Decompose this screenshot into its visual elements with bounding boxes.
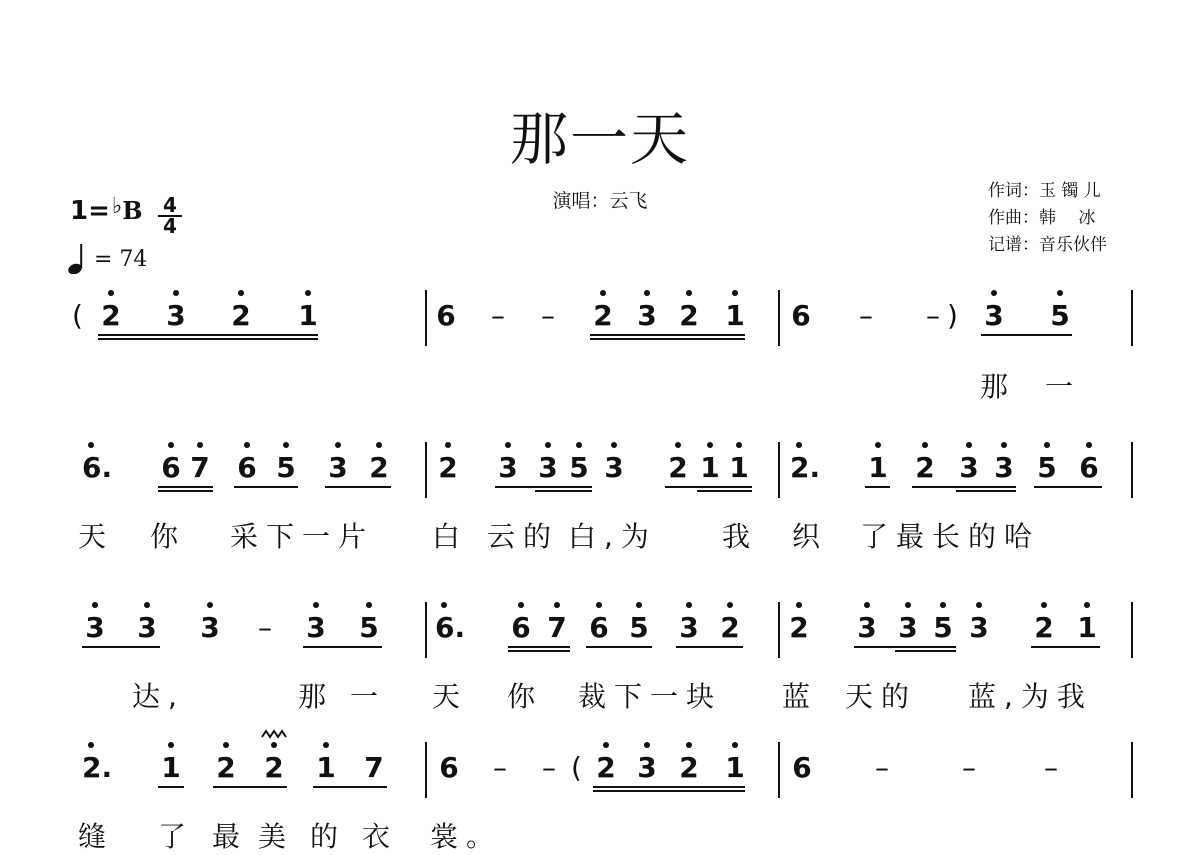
lyric-text: 裁下一块 — [578, 680, 723, 713]
octave-dot — [796, 442, 802, 448]
note: 2 — [1031, 608, 1057, 648]
note: 6 — [1076, 448, 1102, 488]
octave-dot — [244, 442, 250, 448]
barline — [778, 442, 780, 498]
lyric-text: 天 — [432, 680, 469, 713]
composer-credit: 作曲：韩 冰 — [988, 208, 1096, 228]
note: 2 — [786, 608, 812, 648]
note: 6. — [435, 608, 461, 648]
octave-dot — [545, 442, 551, 448]
octave-dot — [197, 442, 203, 448]
octave-dot — [88, 742, 94, 748]
note: 3 — [634, 748, 660, 788]
barline — [778, 742, 780, 798]
lyric-text: 云的 — [487, 520, 560, 553]
barline — [425, 290, 427, 346]
octave-dot — [922, 442, 928, 448]
lyric-text: 天的 — [845, 680, 918, 713]
note: 3 — [895, 608, 921, 648]
note: 1 — [295, 296, 321, 336]
octave-dot — [603, 742, 609, 748]
note: 3 — [676, 608, 702, 648]
underline-beam — [1031, 646, 1100, 648]
lyric-text: 缝 — [78, 820, 115, 853]
key-signature — [70, 196, 143, 226]
note: 5 — [356, 608, 382, 648]
underline-beam — [82, 646, 160, 648]
note: 3 — [966, 608, 992, 648]
note: 2 — [676, 296, 702, 336]
note: 2 — [717, 608, 743, 648]
octave-dot — [271, 742, 277, 748]
underline-beam — [697, 490, 752, 492]
octave-dot — [223, 742, 229, 748]
underline-beam — [313, 786, 387, 788]
credits-block — [988, 178, 1107, 259]
lyric-text: 那 — [298, 680, 335, 713]
underline-beam — [508, 646, 570, 648]
key-tonic: 1= — [70, 196, 110, 226]
note: 6 — [792, 751, 812, 784]
underline-beam — [495, 486, 592, 488]
octave-dot — [323, 742, 329, 748]
octave-dot — [441, 602, 447, 608]
underline-beam — [665, 486, 752, 488]
sustain-dash: – — [491, 299, 505, 332]
time-denominator: 4 — [163, 214, 177, 238]
note: 6. — [82, 448, 108, 488]
octave-dot — [644, 290, 650, 296]
octave-dot — [238, 290, 244, 296]
barline — [425, 442, 427, 498]
octave-dot — [686, 602, 692, 608]
note: 6 — [234, 448, 260, 488]
underline-beam — [593, 786, 745, 788]
underline-beam — [158, 490, 213, 492]
parenthesis: ( — [571, 751, 582, 784]
underline-beam — [98, 334, 318, 336]
lyric-text: 蓝 — [782, 680, 819, 713]
underline-beam — [1034, 486, 1102, 488]
note: 3 — [303, 608, 329, 648]
note: 3 — [634, 296, 660, 336]
octave-dot — [864, 602, 870, 608]
octave-dot — [736, 442, 742, 448]
lyric-text: 白 — [432, 520, 469, 553]
lyric-text: 美 — [258, 820, 295, 853]
underline-beam — [865, 486, 890, 488]
octave-dot — [1044, 442, 1050, 448]
underline-beam — [586, 646, 652, 648]
octave-dot — [966, 442, 972, 448]
barline — [1131, 742, 1133, 798]
note: 2 — [665, 448, 691, 488]
time-signature — [158, 193, 182, 238]
octave-dot — [518, 602, 524, 608]
note: 3 — [956, 448, 982, 488]
underline-beam — [590, 338, 745, 340]
note: 6 — [436, 299, 456, 332]
lyric-text: 裳。 — [430, 820, 503, 853]
note: 6 — [508, 608, 534, 648]
note: 5 — [1034, 448, 1060, 488]
note: 2 — [435, 448, 461, 488]
singer-credit: 演唱：云飞 — [552, 190, 648, 212]
note: 3 — [134, 608, 160, 648]
note: 7 — [364, 751, 384, 784]
lyric-text: 白,为 — [568, 520, 657, 553]
note: 7 — [187, 448, 213, 488]
barline — [1131, 442, 1133, 498]
octave-dot — [335, 442, 341, 448]
octave-dot — [505, 442, 511, 448]
note: 3 — [163, 296, 189, 336]
note: 2 — [261, 748, 287, 788]
note: 6 — [586, 608, 612, 648]
sustain-dash: – — [859, 299, 873, 332]
underline-beam — [593, 790, 745, 792]
note: 5 — [1047, 296, 1073, 336]
octave-dot — [686, 290, 692, 296]
lyricist-credit: 作词：玉 镯 儿 — [988, 181, 1101, 201]
flat-sign: ♭ — [111, 194, 123, 219]
note: 2. — [82, 748, 108, 788]
note: 2 — [676, 748, 702, 788]
octave-dot — [445, 442, 451, 448]
octave-dot — [576, 442, 582, 448]
lyric-text: 我 — [722, 520, 759, 553]
note: 1 — [865, 448, 891, 488]
note: 1 — [313, 748, 339, 788]
sustain-dash: – — [541, 299, 555, 332]
octave-dot — [88, 442, 94, 448]
octave-dot — [600, 290, 606, 296]
transcriber-credit: 记谱：音乐伙伴 — [988, 235, 1107, 255]
note: 1 — [697, 448, 723, 488]
octave-dot — [675, 442, 681, 448]
octave-dot — [1041, 602, 1047, 608]
underline-beam — [854, 646, 956, 648]
note: 2 — [912, 448, 938, 488]
sustain-dash: – — [926, 299, 940, 332]
octave-dot — [1057, 290, 1063, 296]
underline-beam — [234, 486, 298, 488]
sustain-dash: – — [542, 751, 556, 784]
underline-beam — [508, 650, 570, 652]
barline — [778, 290, 780, 346]
quarter-note-icon — [68, 244, 90, 274]
sustain-dash: – — [962, 751, 976, 784]
octave-dot — [732, 290, 738, 296]
note: 3 — [197, 608, 223, 648]
underline-beam — [303, 646, 382, 648]
octave-dot — [168, 742, 174, 748]
note: 1 — [1074, 608, 1100, 648]
octave-dot — [376, 442, 382, 448]
note: 6 — [791, 299, 811, 332]
note: 6 — [158, 448, 184, 488]
barline — [425, 602, 427, 658]
note: 5 — [566, 448, 592, 488]
note: 1 — [726, 448, 752, 488]
note: 1 — [158, 748, 184, 788]
underline-beam — [895, 650, 956, 652]
lyric-text: 你 — [507, 680, 544, 713]
octave-dot — [796, 602, 802, 608]
octave-dot — [707, 442, 713, 448]
underline-beam — [956, 490, 1016, 492]
barline — [1131, 602, 1133, 658]
key-name: B — [122, 196, 143, 225]
note: 5 — [930, 608, 956, 648]
tempo-value: = 74 — [94, 247, 148, 272]
octave-dot — [732, 742, 738, 748]
underline-beam — [325, 486, 391, 488]
octave-dot — [366, 602, 372, 608]
octave-dot — [611, 442, 617, 448]
octave-dot — [305, 290, 311, 296]
lyric-text: 天 — [78, 520, 115, 553]
underline-beam — [213, 786, 287, 788]
sustain-dash: – — [1044, 751, 1058, 784]
octave-dot — [92, 602, 98, 608]
octave-dot — [207, 602, 213, 608]
note: 3 — [325, 448, 351, 488]
underline-beam — [535, 490, 592, 492]
note: 2. — [790, 448, 816, 488]
octave-dot — [554, 602, 560, 608]
octave-dot — [976, 602, 982, 608]
octave-dot — [644, 742, 650, 748]
octave-dot — [108, 290, 114, 296]
lyric-text: 织 — [792, 520, 829, 553]
note: 3 — [991, 448, 1017, 488]
barline — [1131, 290, 1133, 346]
lyric-text: 一 — [350, 680, 387, 713]
song-title: 那一天 — [509, 105, 690, 173]
lyric-text: 那 — [980, 370, 1017, 403]
octave-dot — [313, 602, 319, 608]
underline-beam — [676, 646, 743, 648]
octave-dot — [173, 290, 179, 296]
note: 3 — [854, 608, 880, 648]
note: 3 — [981, 296, 1007, 336]
sustain-dash: – — [258, 611, 272, 644]
octave-dot — [991, 290, 997, 296]
octave-dot — [727, 602, 733, 608]
lyric-text: 衣 — [362, 820, 399, 853]
underline-beam — [912, 486, 1016, 488]
lyric-text: 你 — [150, 520, 187, 553]
barline — [778, 602, 780, 658]
lyric-text: 的 — [310, 820, 347, 853]
barline — [425, 742, 427, 798]
sustain-dash: – — [493, 751, 507, 784]
octave-dot — [905, 602, 911, 608]
note: 2 — [593, 748, 619, 788]
octave-dot — [1084, 602, 1090, 608]
underline-beam — [98, 338, 318, 340]
note: 3 — [82, 608, 108, 648]
lyric-text: 达, — [132, 680, 185, 713]
underline-beam — [590, 334, 745, 336]
lyric-text: 蓝,为我 — [968, 680, 1093, 713]
octave-dot — [875, 442, 881, 448]
underline-beam — [158, 486, 213, 488]
underline-beam — [158, 786, 184, 788]
note: 2 — [590, 296, 616, 336]
note: 2 — [228, 296, 254, 336]
note: 3 — [601, 448, 627, 488]
octave-dot — [686, 742, 692, 748]
note: 7 — [544, 608, 570, 648]
note: 5 — [626, 608, 652, 648]
time-numerator: 4 — [158, 196, 182, 217]
sustain-dash: – — [875, 751, 889, 784]
parenthesis: ) — [947, 299, 958, 332]
note: 2 — [213, 748, 239, 788]
note: 1 — [722, 748, 748, 788]
octave-dot — [596, 602, 602, 608]
octave-dot — [636, 602, 642, 608]
note: 6 — [439, 751, 459, 784]
lyric-text: 了最长的哈 — [860, 520, 1041, 553]
note: 5 — [273, 448, 299, 488]
lyric-text: 最 — [212, 820, 249, 853]
note: 1 — [722, 296, 748, 336]
octave-dot — [1001, 442, 1007, 448]
ornament-icon — [261, 729, 287, 739]
lyric-text: 采下一片 — [230, 520, 375, 553]
parenthesis: ( — [72, 299, 83, 332]
note: 3 — [535, 448, 561, 488]
note: 3 — [495, 448, 521, 488]
note: 2 — [98, 296, 124, 336]
lyric-text: 了 — [158, 820, 195, 853]
octave-dot — [1086, 442, 1092, 448]
octave-dot — [168, 442, 174, 448]
underline-beam — [981, 334, 1072, 336]
octave-dot — [940, 602, 946, 608]
octave-dot — [283, 442, 289, 448]
note: 2 — [366, 448, 392, 488]
lyric-text: 一 — [1045, 370, 1082, 403]
octave-dot — [144, 602, 150, 608]
